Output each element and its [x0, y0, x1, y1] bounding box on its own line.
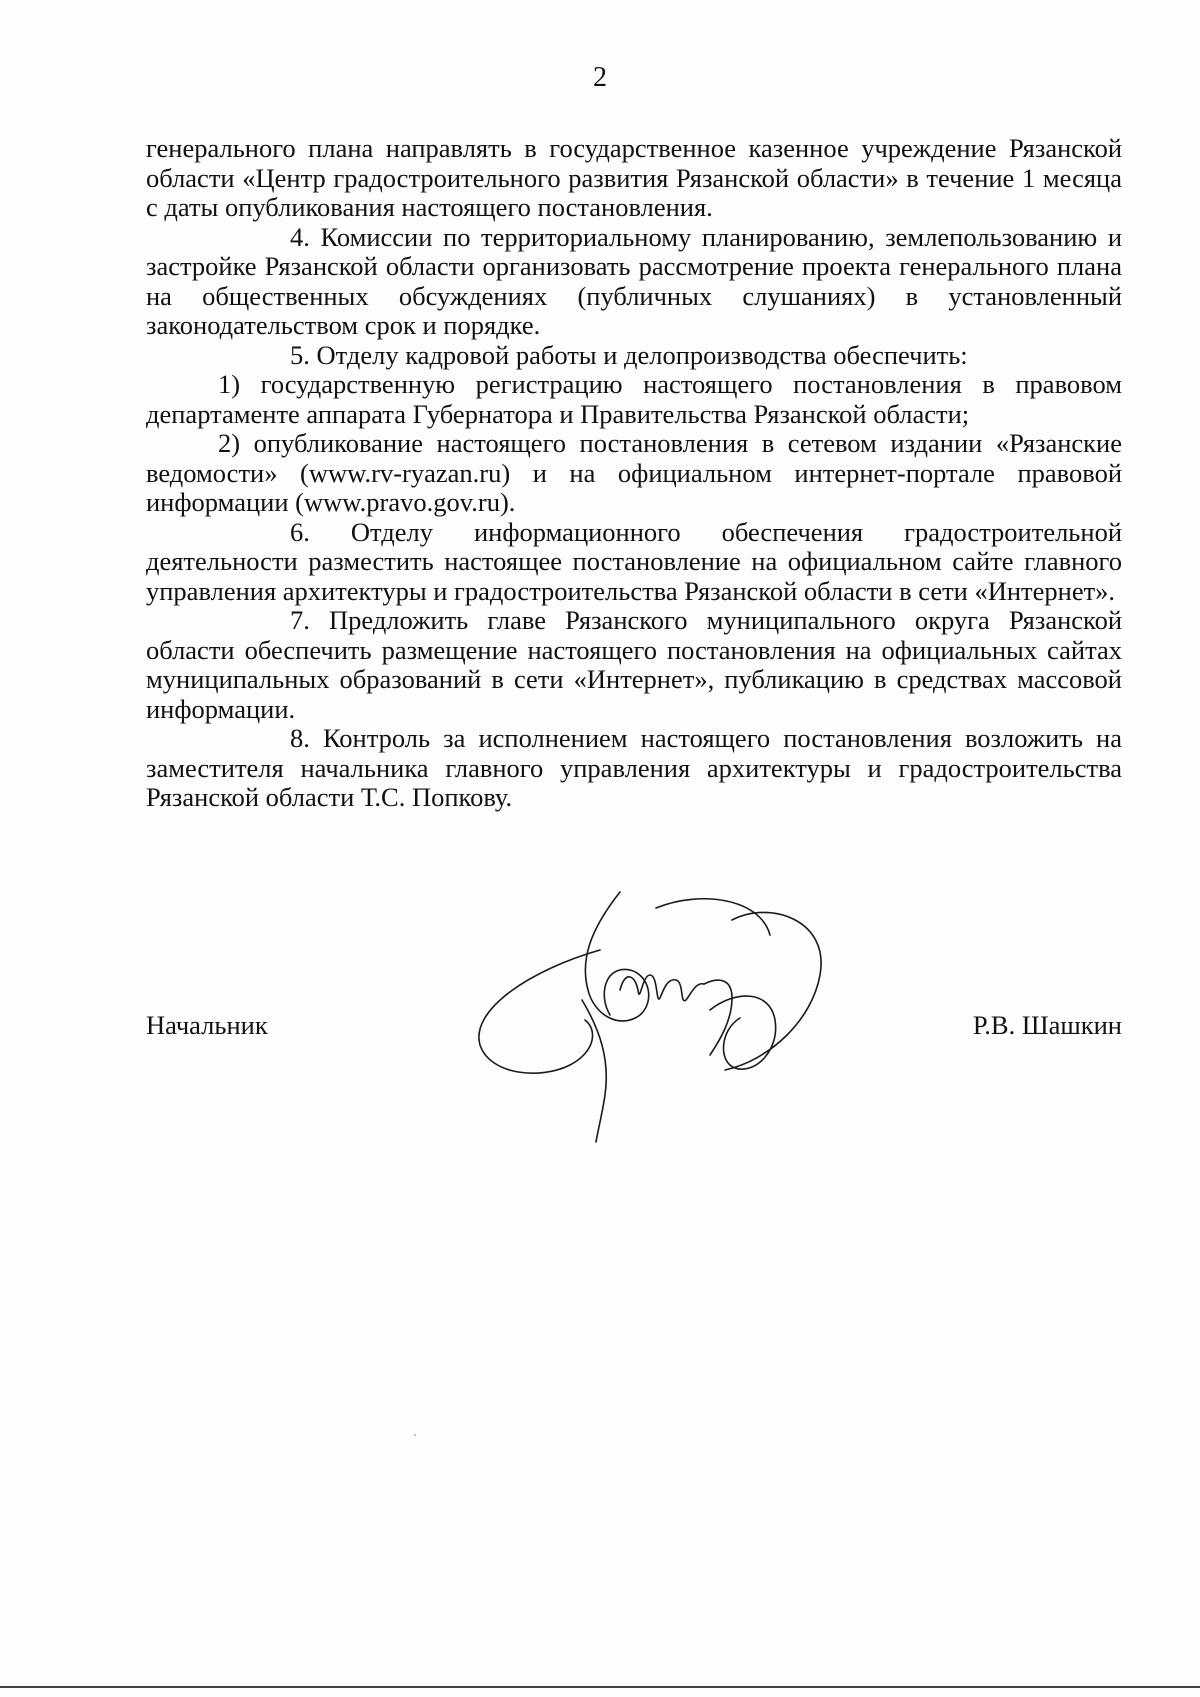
paragraph-item-7: [146, 606, 1122, 724]
paragraph-text: Контроль за исполнением настоящего постановления возложить на заместителя начальника главного управления архитектуры и градостроительства Рязанской области Т.С. Попкову.: [146, 723, 1122, 812]
item-number: 1): [218, 369, 241, 399]
paragraph-text: Отделу информационного обеспечения градостроительной деятельности разместить настоящее постановление на официальном сайте главного управления архитектуры и градостроительства Рязанской области в сети «Интернет».: [146, 516, 1123, 606]
paragraph-text: опубликование настоящего постановления в сетевом издании «Рязанские ведомости» (www.rv-ryazan.ru) и на официальном интернет-портале правовой информации (www.pravo.gov.ru).: [146, 428, 1122, 517]
paragraph-item-4: [146, 223, 1122, 341]
paragraph-text: государственную регистрацию настоящего постановления в правовом департаменте аппарата Губернатора и Правительства Рязанской области;: [146, 369, 1122, 429]
item-number: 7.: [290, 605, 310, 635]
handwritten-signature: [470, 880, 850, 1150]
scan-edge-line: [0, 1686, 1200, 1688]
signatory-position: Начальник: [146, 1010, 268, 1040]
scan-artifact: [414, 1434, 416, 1436]
paragraph-text: генерального плана направлять в государственное казенное учреждение Рязанской области «Центр градостроительного развития Рязанской области» в течение 1 месяца с даты опубликования настоящего постановления.: [146, 133, 1122, 222]
signatory-name: Р.В. Шашкин: [972, 1010, 1122, 1040]
paragraph-text: Предложить главе Рязанского муниципального округа Рязанской области обеспечить размещение настоящего постановления на официальных сайтах муниципальных образований в сети «Интернет», публикацию в средствах массовой информации.: [146, 605, 1122, 724]
paragraph-subitem-1: [146, 370, 1122, 429]
paragraph-item-6: [146, 518, 1122, 607]
item-number: 4.: [290, 221, 310, 252]
paragraph-text: Комиссии по территориальному планированию, землепользованию и застройке Рязанской области организовать рассмотрение проекта генерального плана на общественных обсуждениях (публичных слушаниях) в установленный законодательством срок и порядке.: [146, 221, 1123, 340]
item-number: 8.: [290, 723, 310, 753]
item-number: 5.: [290, 339, 310, 370]
paragraph-subitem-2: [146, 429, 1122, 518]
paragraph-continuation: [146, 134, 1122, 223]
paragraph-item-8: [146, 724, 1122, 813]
item-number: 2): [218, 428, 241, 458]
item-number: 6.: [290, 516, 310, 547]
page-number: 2: [593, 62, 607, 93]
paragraph-item-5: [146, 341, 1122, 371]
paragraph-text: Отделу кадровой работы и делопроизводства обеспечить:: [316, 339, 968, 370]
document-body: [146, 134, 1122, 813]
